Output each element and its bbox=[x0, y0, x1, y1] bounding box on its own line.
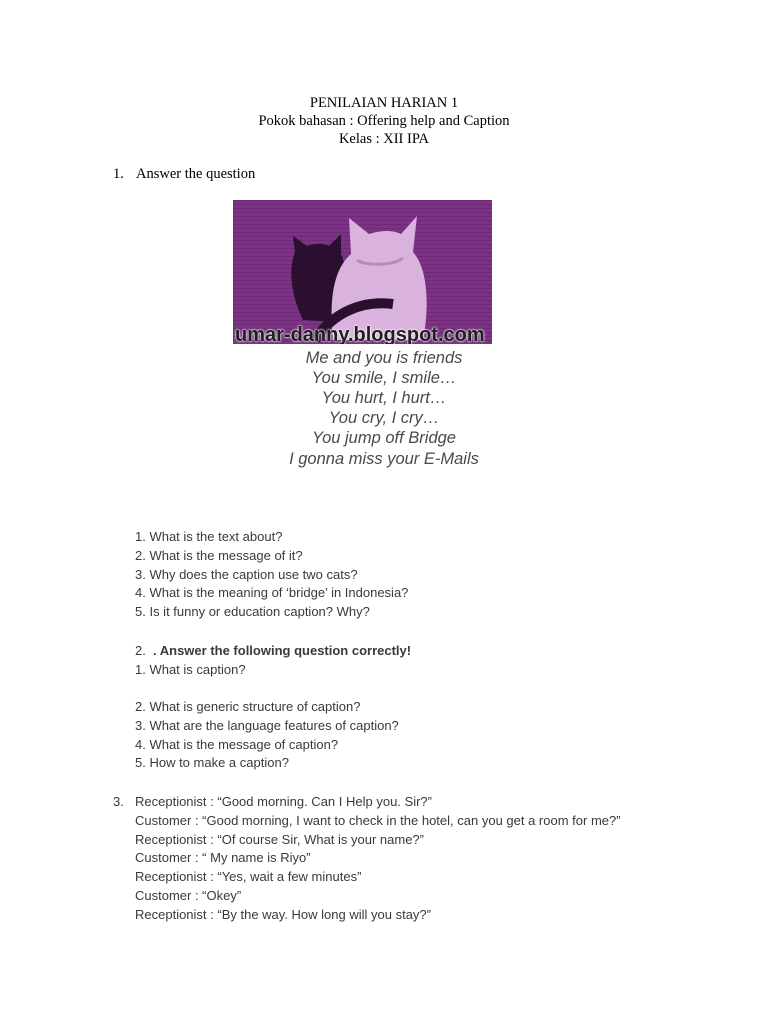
question-item: 3. What are the language features of caption? bbox=[135, 718, 399, 733]
dialogue-line: Customer : “Okey” bbox=[135, 888, 242, 903]
question-item: 3. Why does the caption use two cats? bbox=[135, 567, 358, 582]
poem-line: You cry, I cry… bbox=[328, 409, 440, 427]
question-item: 4. What is the meaning of ‘bridge’ in Indonesia? bbox=[135, 585, 409, 600]
two-cats-image bbox=[233, 200, 492, 344]
question-item: 2. What is the message of it? bbox=[135, 548, 303, 563]
question-item: 4. What is the message of caption? bbox=[135, 737, 339, 752]
section2-heading: . Answer the following question correctly! bbox=[153, 643, 412, 658]
question-item: 1. What is caption? bbox=[135, 662, 246, 677]
question-item: 2. What is generic structure of caption? bbox=[135, 699, 361, 714]
section3-number: 3. bbox=[113, 794, 124, 809]
question-item: 5. Is it funny or education caption? Why? bbox=[135, 604, 370, 619]
question-item: 1. What is the text about? bbox=[135, 529, 283, 544]
dialogue-line: Receptionist : “Yes, wait a few minutes” bbox=[135, 869, 362, 884]
dialogue-line: Customer : “ My name is Riyo” bbox=[135, 850, 311, 865]
section1-label: Answer the question bbox=[136, 166, 256, 182]
section1-number: 1. bbox=[113, 166, 124, 182]
question-item: 5. How to make a caption? bbox=[135, 755, 289, 770]
poem-line: You jump off Bridge bbox=[311, 429, 456, 447]
cats-illustration-icon bbox=[233, 200, 492, 344]
document-subject: Pokok bahasan : Offering help and Caption bbox=[258, 113, 510, 129]
dialogue-line: Receptionist : “Good morning. Can I Help you. Sir?” bbox=[135, 794, 432, 809]
poem-line: You smile, I smile… bbox=[311, 369, 457, 387]
poem-line: I gonna miss your E-Mails bbox=[289, 450, 479, 468]
document-title: PENILAIAN HARIAN 1 bbox=[309, 95, 459, 111]
poem-line: Me and you is friends bbox=[305, 349, 463, 367]
document-class: Kelas : XII IPA bbox=[338, 131, 430, 147]
dialogue-line: Customer : “Good morning, I want to check in the hotel, can you get a room for me?” bbox=[135, 813, 621, 828]
watermark-text: umar-danny.blogspot.com bbox=[235, 324, 485, 344]
dialogue-line: Receptionist : “Of course Sir, What is your name?” bbox=[135, 832, 424, 847]
dialogue-line: Receptionist : “By the way. How long will you stay?” bbox=[135, 907, 431, 922]
poem-line: You hurt, I hurt… bbox=[321, 389, 447, 407]
section2-number: 2. bbox=[135, 643, 146, 658]
